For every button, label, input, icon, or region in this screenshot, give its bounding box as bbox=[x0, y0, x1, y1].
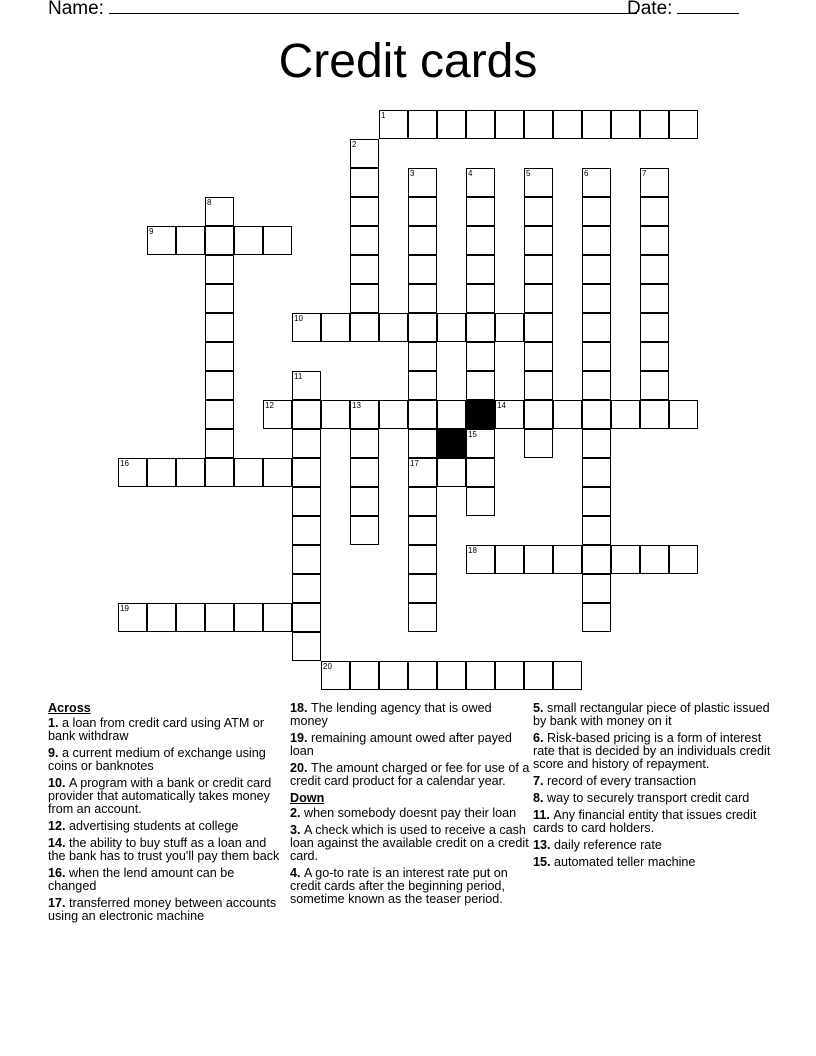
grid-cell[interactable] bbox=[582, 516, 611, 545]
section-heading-across: Across bbox=[48, 701, 91, 715]
grid-cell[interactable] bbox=[408, 342, 437, 371]
grid-cell[interactable] bbox=[292, 429, 321, 458]
grid-cell[interactable] bbox=[408, 574, 437, 603]
black-cell bbox=[437, 429, 466, 458]
clue-number: 14 bbox=[48, 836, 63, 850]
clue-text: a current medium of exchange using coins or banknotes bbox=[48, 746, 266, 773]
grid-cell[interactable] bbox=[408, 487, 437, 516]
grid-cell[interactable] bbox=[408, 197, 437, 226]
clue-number: 10 bbox=[48, 776, 63, 790]
grid-cell[interactable] bbox=[640, 313, 669, 342]
clue-number: 5 bbox=[533, 701, 541, 715]
grid-cell[interactable] bbox=[466, 371, 495, 400]
clue-text: A program with a bank or credit card provider that automatically takes money from an account. bbox=[48, 776, 272, 816]
clue-item: 15. automated teller machine bbox=[533, 855, 696, 869]
grid-cell[interactable] bbox=[350, 139, 379, 168]
grid-cell[interactable] bbox=[466, 661, 495, 690]
clue-column-1 bbox=[48, 702, 283, 927]
grid-cell[interactable] bbox=[582, 284, 611, 313]
cell-number: 9 bbox=[149, 227, 154, 236]
grid-cell[interactable] bbox=[524, 429, 553, 458]
grid-cell[interactable] bbox=[524, 342, 553, 371]
grid-cell[interactable] bbox=[582, 429, 611, 458]
grid-cell[interactable] bbox=[176, 603, 205, 632]
cell-number: 8 bbox=[207, 198, 212, 207]
clue-text: when the lend amount can be changed bbox=[48, 866, 235, 893]
grid-cell[interactable] bbox=[466, 168, 495, 197]
grid-cell[interactable] bbox=[350, 226, 379, 255]
grid-cell[interactable] bbox=[669, 400, 698, 429]
clue-text: automated teller machine bbox=[554, 855, 696, 869]
clue-number: 2 bbox=[290, 806, 298, 820]
grid-cell[interactable] bbox=[437, 661, 466, 690]
grid-cell[interactable] bbox=[205, 400, 234, 429]
clue-number: 18 bbox=[290, 701, 305, 715]
clue-number: 13 bbox=[533, 838, 548, 852]
grid-cell[interactable] bbox=[524, 371, 553, 400]
grid-cell[interactable] bbox=[524, 313, 553, 342]
grid-cell[interactable] bbox=[582, 226, 611, 255]
grid-cell[interactable] bbox=[234, 603, 263, 632]
name-label: Name: bbox=[48, 0, 104, 19]
clue-column-3 bbox=[533, 702, 773, 873]
grid-cell[interactable] bbox=[205, 284, 234, 313]
clue-item: 16. when the lend amount can be changed bbox=[48, 866, 235, 893]
grid-cell[interactable] bbox=[582, 110, 611, 139]
grid-cell[interactable] bbox=[292, 400, 321, 429]
clue-text: The lending agency that is owed money bbox=[290, 701, 492, 728]
grid-cell[interactable] bbox=[640, 110, 669, 139]
grid-cell[interactable] bbox=[640, 545, 669, 574]
grid-cell[interactable] bbox=[640, 284, 669, 313]
grid-cell[interactable] bbox=[524, 545, 553, 574]
grid-cell[interactable] bbox=[495, 110, 524, 139]
grid-cell[interactable] bbox=[205, 429, 234, 458]
clue-text: Any financial entity that issues credit cards to card holders. bbox=[533, 808, 757, 835]
clue-number: 19 bbox=[290, 731, 305, 745]
grid-cell[interactable] bbox=[350, 400, 379, 429]
clue-item: 12. advertising students at college bbox=[48, 819, 239, 833]
clue-text: when somebody doesnt pay their loan bbox=[304, 806, 517, 820]
clue-text: Risk-based pricing is a form of interest rate that is decided by an individuals credit score and history of repayment. bbox=[533, 731, 771, 771]
clue-number: 11 bbox=[533, 808, 547, 822]
clue-number: 17 bbox=[48, 896, 63, 910]
grid-cell[interactable] bbox=[263, 226, 292, 255]
grid-cell[interactable] bbox=[466, 226, 495, 255]
cell-number: 20 bbox=[323, 662, 332, 671]
clue-item: 17. transferred money between accounts using an electronic machine bbox=[48, 896, 277, 923]
grid-cell[interactable] bbox=[350, 458, 379, 487]
grid-cell[interactable] bbox=[640, 255, 669, 284]
cell-number: 12 bbox=[265, 401, 274, 410]
grid-cell[interactable] bbox=[582, 400, 611, 429]
cell-number: 4 bbox=[468, 169, 473, 178]
grid-cell[interactable] bbox=[205, 342, 234, 371]
grid-cell[interactable] bbox=[408, 313, 437, 342]
grid-cell[interactable] bbox=[205, 603, 234, 632]
grid-cell[interactable] bbox=[205, 313, 234, 342]
grid-cell[interactable] bbox=[292, 632, 321, 661]
clue-text: A go-to rate is an interest rate put on credit cards after the beginning period, sometime known as the teaser period. bbox=[290, 866, 508, 906]
grid-cell[interactable] bbox=[495, 313, 524, 342]
grid-cell[interactable] bbox=[582, 487, 611, 516]
clue-text: remaining amount owed after payed loan bbox=[290, 731, 512, 758]
grid-cell[interactable] bbox=[118, 603, 147, 632]
clue-item: 7. record of every transaction bbox=[533, 774, 697, 788]
grid-cell[interactable] bbox=[553, 661, 582, 690]
grid-cell[interactable] bbox=[379, 400, 408, 429]
cell-number: 10 bbox=[294, 314, 303, 323]
clue-number: 4 bbox=[290, 866, 298, 880]
grid-cell[interactable] bbox=[408, 400, 437, 429]
grid-cell[interactable] bbox=[263, 400, 292, 429]
clue-item: 8. way to securely transport credit card bbox=[533, 791, 750, 805]
black-cell bbox=[466, 400, 495, 429]
grid-cell[interactable] bbox=[466, 255, 495, 284]
grid-cell[interactable] bbox=[118, 458, 147, 487]
grid-cell[interactable] bbox=[553, 545, 582, 574]
page-title: Credit cards bbox=[278, 35, 538, 88]
grid-cell[interactable] bbox=[234, 226, 263, 255]
clue-item: 10. A program with a bank or credit card provider that automatically takes money from an account. bbox=[48, 776, 272, 816]
grid-cell[interactable] bbox=[408, 226, 437, 255]
grid-cell[interactable] bbox=[640, 342, 669, 371]
grid-cell[interactable] bbox=[466, 545, 495, 574]
clue-number: 8 bbox=[533, 791, 541, 805]
clue-text: a loan from credit card using ATM or bank withdraw bbox=[48, 716, 265, 743]
clue-number: 15 bbox=[533, 855, 548, 869]
grid-cell[interactable] bbox=[524, 284, 553, 313]
grid-cell[interactable] bbox=[350, 284, 379, 313]
grid-cell[interactable] bbox=[611, 400, 640, 429]
grid-cell[interactable] bbox=[437, 458, 466, 487]
grid-cell[interactable] bbox=[350, 487, 379, 516]
clue-item: 18. The lending agency that is owed money bbox=[290, 701, 492, 728]
cell-number: 11 bbox=[294, 372, 303, 381]
grid-cell[interactable] bbox=[611, 110, 640, 139]
grid-cell[interactable] bbox=[553, 400, 582, 429]
grid-cell[interactable] bbox=[437, 110, 466, 139]
grid-cell[interactable] bbox=[205, 226, 234, 255]
grid-cell[interactable] bbox=[408, 429, 437, 458]
cell-number: 1 bbox=[381, 111, 386, 120]
clue-text: small rectangular piece of plastic issued by bank with money on it bbox=[533, 701, 770, 728]
grid-cell[interactable] bbox=[321, 400, 350, 429]
clue-text: record of every transaction bbox=[547, 774, 697, 788]
grid-cell[interactable] bbox=[466, 429, 495, 458]
grid-cell[interactable] bbox=[350, 313, 379, 342]
grid-cell[interactable] bbox=[321, 313, 350, 342]
cell-number: 5 bbox=[526, 169, 531, 178]
cell-number: 2 bbox=[352, 140, 357, 149]
grid-cell[interactable] bbox=[582, 342, 611, 371]
grid-cell[interactable] bbox=[495, 545, 524, 574]
grid-cell[interactable] bbox=[640, 400, 669, 429]
grid-cell[interactable] bbox=[582, 313, 611, 342]
grid-cell[interactable] bbox=[147, 458, 176, 487]
cell-number: 16 bbox=[120, 459, 129, 468]
clue-item: 5. small rectangular piece of plastic issued by bank with money on it bbox=[533, 701, 770, 728]
grid-cell[interactable] bbox=[205, 458, 234, 487]
clue-number: 6 bbox=[533, 731, 541, 745]
grid-cell[interactable] bbox=[350, 255, 379, 284]
grid-cell[interactable] bbox=[495, 400, 524, 429]
grid-cell[interactable] bbox=[582, 574, 611, 603]
clue-number: 20 bbox=[290, 761, 305, 775]
clue-text: A check which is used to receive a cash loan against the available credit on a credit card. bbox=[290, 823, 529, 863]
grid-cell[interactable] bbox=[292, 516, 321, 545]
grid-cell[interactable] bbox=[408, 458, 437, 487]
grid-cell[interactable] bbox=[379, 313, 408, 342]
grid-cell[interactable] bbox=[582, 168, 611, 197]
grid-cell[interactable] bbox=[466, 313, 495, 342]
grid-cell[interactable] bbox=[292, 371, 321, 400]
grid-cell[interactable] bbox=[524, 197, 553, 226]
grid-cell[interactable] bbox=[292, 603, 321, 632]
grid-cell[interactable] bbox=[408, 661, 437, 690]
grid-cell[interactable] bbox=[466, 197, 495, 226]
grid-cell[interactable] bbox=[176, 226, 205, 255]
grid-cell[interactable] bbox=[582, 603, 611, 632]
clue-item: 3. A check which is used to receive a cash loan against the available credit on a credit card. bbox=[290, 823, 529, 863]
grid-cell[interactable] bbox=[640, 168, 669, 197]
grid-cell[interactable] bbox=[524, 661, 553, 690]
grid-cell[interactable] bbox=[292, 545, 321, 574]
grid-cell[interactable] bbox=[582, 545, 611, 574]
grid-cell[interactable] bbox=[408, 284, 437, 313]
cell-number: 14 bbox=[497, 401, 506, 410]
grid-cell[interactable] bbox=[582, 371, 611, 400]
clue-text: way to securely transport credit card bbox=[547, 791, 750, 805]
grid-cell[interactable] bbox=[495, 661, 524, 690]
grid-cell[interactable] bbox=[350, 168, 379, 197]
clue-item: 1. a loan from credit card using ATM or bank withdraw bbox=[48, 716, 265, 743]
grid-cell[interactable] bbox=[408, 110, 437, 139]
grid-cell[interactable] bbox=[350, 516, 379, 545]
grid-cell[interactable] bbox=[350, 661, 379, 690]
grid-cell[interactable] bbox=[582, 197, 611, 226]
grid-cell[interactable] bbox=[553, 110, 582, 139]
grid-cell[interactable] bbox=[408, 168, 437, 197]
grid-cell[interactable] bbox=[408, 545, 437, 574]
clue-text: the ability to buy stuff as a loan and the bank has to trust you'll pay them back bbox=[48, 836, 280, 863]
grid-cell[interactable] bbox=[379, 661, 408, 690]
grid-cell[interactable] bbox=[263, 458, 292, 487]
grid-cell[interactable] bbox=[524, 110, 553, 139]
grid-cell[interactable] bbox=[524, 168, 553, 197]
grid-cell[interactable] bbox=[205, 197, 234, 226]
grid-cell[interactable] bbox=[611, 545, 640, 574]
grid-cell[interactable] bbox=[408, 371, 437, 400]
grid-cell[interactable] bbox=[669, 110, 698, 139]
grid-cell[interactable] bbox=[147, 603, 176, 632]
grid-cell[interactable] bbox=[437, 313, 466, 342]
cell-number: 3 bbox=[410, 169, 415, 178]
clue-number: 9 bbox=[48, 746, 56, 760]
date-label: Date: bbox=[627, 0, 673, 19]
cell-number: 17 bbox=[410, 459, 419, 468]
grid-cell[interactable] bbox=[379, 110, 408, 139]
clue-text: The amount charged or fee for use of a credit card product for a calendar year. bbox=[290, 761, 530, 788]
clue-column-2 bbox=[290, 702, 530, 910]
grid-cell[interactable] bbox=[350, 429, 379, 458]
clue-item: 19. remaining amount owed after payed loan bbox=[290, 731, 512, 758]
grid-cell[interactable] bbox=[205, 255, 234, 284]
grid-cell[interactable] bbox=[466, 458, 495, 487]
clue-item: 14. the ability to buy stuff as a loan and the bank has to trust you'll pay them back bbox=[48, 836, 280, 863]
clue-text: daily reference rate bbox=[554, 838, 662, 852]
grid-cell[interactable] bbox=[263, 603, 292, 632]
grid-cell[interactable] bbox=[669, 545, 698, 574]
clue-item: 6. Risk-based pricing is a form of interest rate that is decided by an individuals credit score and history of repayment. bbox=[533, 731, 771, 771]
grid-cell[interactable] bbox=[176, 458, 205, 487]
clue-number: 1 bbox=[48, 716, 56, 730]
clue-number: 12 bbox=[48, 819, 63, 833]
grid-cell[interactable] bbox=[582, 458, 611, 487]
grid-cell[interactable] bbox=[466, 342, 495, 371]
grid-cell[interactable] bbox=[524, 226, 553, 255]
grid-cell[interactable] bbox=[437, 400, 466, 429]
clue-number: 3 bbox=[290, 823, 298, 837]
clue-item: 11. Any financial entity that issues credit cards to card holders. bbox=[533, 808, 757, 835]
clue-number: 16 bbox=[48, 866, 63, 880]
grid-cell[interactable] bbox=[292, 487, 321, 516]
grid-cell[interactable] bbox=[205, 371, 234, 400]
cell-number: 6 bbox=[584, 169, 589, 178]
grid-cell[interactable] bbox=[640, 197, 669, 226]
cell-number: 13 bbox=[352, 401, 361, 410]
grid-cell[interactable] bbox=[466, 487, 495, 516]
grid-cell[interactable] bbox=[466, 110, 495, 139]
clue-item: 20. The amount charged or fee for use of a credit card product for a calendar year. bbox=[290, 761, 530, 788]
clue-text: transferred money between accounts using an electronic machine bbox=[48, 896, 277, 923]
grid-cell[interactable] bbox=[147, 226, 176, 255]
grid-cell[interactable] bbox=[408, 516, 437, 545]
clue-item: 2. when somebody doesnt pay their loan bbox=[290, 806, 517, 820]
clue-item: 9. a current medium of exchange using coins or banknotes bbox=[48, 746, 266, 773]
grid-cell[interactable] bbox=[321, 661, 350, 690]
grid-cell[interactable] bbox=[640, 371, 669, 400]
section-heading-down: Down bbox=[290, 791, 325, 805]
cell-number: 18 bbox=[468, 546, 477, 555]
grid-cell[interactable] bbox=[292, 313, 321, 342]
cell-number: 7 bbox=[642, 169, 647, 178]
clue-number: 7 bbox=[533, 774, 541, 788]
cell-number: 15 bbox=[468, 430, 477, 439]
grid-cell[interactable] bbox=[524, 255, 553, 284]
grid-cell[interactable] bbox=[292, 574, 321, 603]
grid-cell[interactable] bbox=[582, 255, 611, 284]
clue-item: 4. A go-to rate is an interest rate put on credit cards after the beginning period, sometime known as the teaser period. bbox=[290, 866, 508, 906]
grid-cell[interactable] bbox=[466, 284, 495, 313]
grid-cell[interactable] bbox=[640, 226, 669, 255]
grid-cell[interactable] bbox=[350, 197, 379, 226]
grid-cell[interactable] bbox=[408, 603, 437, 632]
clue-text: advertising students at college bbox=[69, 819, 239, 833]
clue-item: 13. daily reference rate bbox=[533, 838, 662, 852]
grid-cell[interactable] bbox=[408, 255, 437, 284]
grid-cell[interactable] bbox=[524, 400, 553, 429]
grid-cell[interactable] bbox=[234, 458, 263, 487]
cell-number: 19 bbox=[120, 604, 129, 613]
grid-cell[interactable] bbox=[292, 458, 321, 487]
